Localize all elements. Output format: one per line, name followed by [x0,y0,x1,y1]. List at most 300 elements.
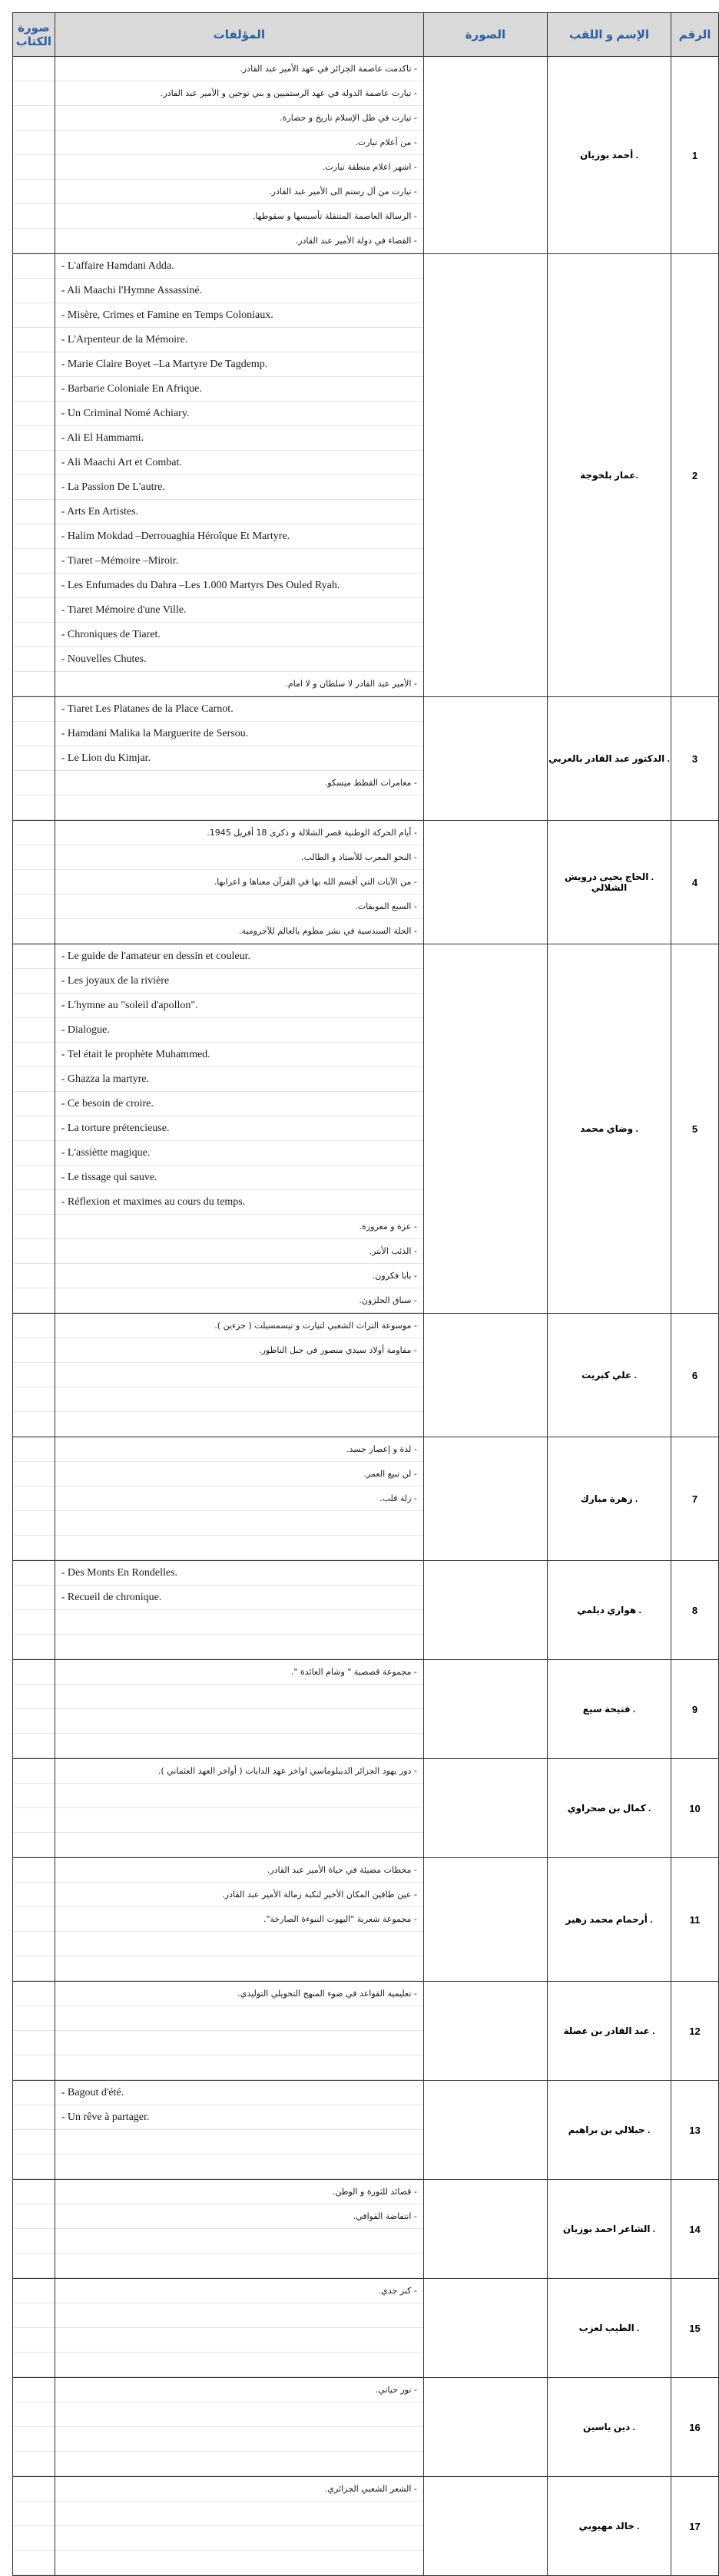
work-title: - تعليمية القواعد في ضوء المنهج التحويلي التوليدي. [55,1982,423,2006]
row-number: 6 [671,1314,719,1437]
works-cell [55,2378,423,2477]
book-grid-line [13,1982,55,2006]
author-name: .عمار بلخوجة [547,254,671,697]
work-title: - القضاء في دولة الأمير عبد القادر. [55,229,423,253]
book-grid-line [13,2254,55,2278]
work-title: - Tiaret Les Platanes de la Place Carnot. [55,697,423,722]
works-cell [55,1561,423,1660]
work-title: - محطات مضيئة في حياة الأمير عبد القادر. [55,1858,423,1883]
book-grid-line [13,1833,55,1857]
works-cell [55,944,423,1314]
row-number: 15 [671,2279,719,2378]
author-photo-cell [423,1982,547,2081]
work-title: - لن تبيع العمر. [55,1462,423,1486]
table-row [13,944,719,1314]
book-grid-line [13,2427,55,2452]
row-number: 9 [671,1660,719,1759]
work-title: - اشهر اعلام منطقة تيارت. [55,155,423,180]
author-photo-cell [423,821,547,944]
header-works: المؤلفات [55,13,423,57]
row-number: 7 [671,1437,719,1561]
book-grid-line [13,944,55,969]
work-title: - تيارت من آل رستم الى الأمير عبد القادر. [55,180,423,204]
work-title: - Chroniques de Tiaret. [55,623,423,647]
header-row [13,13,719,57]
book-cover-cell [13,57,55,254]
book-cover-cell [13,1437,55,1561]
book-grid-line [13,994,55,1018]
book-cover-cell [13,2477,55,2576]
work-title: - الرسالة العاصمة المتنقلة تأسيسها و سقوطها. [55,204,423,229]
work-title: - L'Arpenteur de la Mémoire. [55,328,423,352]
work-title: - Ali Maachi l'Hymne Assassiné. [55,279,423,303]
book-cover-cell [13,2378,55,2477]
work-title: - قصائد للثورة و الوطن. [55,2180,423,2204]
empty-work-line [55,2328,423,2353]
work-title: - Halim Mokdad –Derrouaghia Héroîque Et Martyre. [55,524,423,549]
book-grid-line [13,1363,55,1387]
book-grid-line [13,1166,55,1190]
work-title: - La Passion De L'autre. [55,475,423,500]
author-photo-cell [423,697,547,821]
works-cell [55,1982,423,2081]
book-cover-cell [13,1561,55,1660]
author-name: . هواري ديلمي [547,1561,671,1660]
empty-work-line [55,1956,423,1981]
row-number: 10 [671,1759,719,1858]
empty-work-line [55,2229,423,2254]
book-grid-line [13,1264,55,1288]
row-number: 11 [671,1858,719,1982]
table-row [13,2081,719,2180]
book-grid-line [13,303,55,328]
work-title: - تاكدمت عاصمة الجزائر في عهد الأمير عبد القادر. [55,57,423,81]
work-title: - Misère, Crimes et Famine en Temps Coloniaux. [55,303,423,328]
works-cell [55,1858,423,1982]
book-grid-line [13,2204,55,2229]
work-title: - تيارت في ظل الإسلام تاريخ و حضارة. [55,106,423,131]
work-title: - Ghazza la martyre. [55,1067,423,1092]
book-cover-cell [13,2279,55,2378]
work-title: - L'assiètte magique. [55,1141,423,1166]
book-grid-line [13,1586,55,1610]
work-title: - Recueil de chronique. [55,1586,423,1610]
book-grid-line [13,1043,55,1067]
book-grid-line [13,328,55,352]
work-title: - من الآيات التي أقسم الله بها في القرآن معناها و اعرابها. [55,870,423,894]
book-grid-line [13,1412,55,1437]
book-grid-line [13,155,55,180]
book-grid-line [13,1858,55,1883]
author-name: . أحمد بوزيان [547,57,671,254]
book-grid-line [13,2303,55,2328]
table-row [13,2180,719,2279]
work-title: - سباق الحلزون. [55,1288,423,1313]
works-cell [55,1759,423,1858]
book-grid-line [13,672,55,696]
work-title: - Les Enfumades du Dahra –Les 1.000 Martyrs Des Ouled Ryah. [55,574,423,598]
row-number: 17 [671,2477,719,2576]
book-grid-line [13,1511,55,1536]
book-grid-line [13,131,55,155]
works-cell [55,1437,423,1561]
work-title: - مغامرات القطط ميسكو. [55,771,423,795]
author-name: . وضاي محمد [547,944,671,1314]
book-grid-line [13,2180,55,2204]
book-grid-line [13,969,55,994]
book-grid-line [13,81,55,106]
book-grid-line [13,1215,55,1239]
authors-table [12,12,719,2576]
work-title: - كنز جدي. [55,2279,423,2303]
work-title: - Marie Claire Boyet –La Martyre De Tagdemp. [55,352,423,377]
book-grid-line [13,426,55,451]
book-grid-line [13,377,55,402]
row-number: 13 [671,2081,719,2180]
author-name: . أرحمام محمد زهير [547,1858,671,1982]
book-grid-line [13,1116,55,1141]
empty-work-line [55,2254,423,2278]
work-title: - نور حياتي. [55,2378,423,2402]
work-title: - زلة قلب. [55,1486,423,1511]
work-title: - Tiaret Mémoire d'une Ville. [55,598,423,623]
empty-work-line [55,795,423,820]
header-name: الإسم و اللقب [547,13,671,57]
work-title: - Bagout d'été. [55,2081,423,2105]
book-grid-line [13,475,55,500]
book-grid-line [13,2006,55,2031]
empty-work-line [55,1685,423,1709]
book-grid-line [13,1536,55,1560]
row-number: 16 [671,2378,719,2477]
work-title: - موسوعة التراث الشعبي لتيارت و تيسمسيلت ( جزءين ). [55,1314,423,1338]
empty-work-line [55,1363,423,1387]
empty-work-line [55,1387,423,1412]
book-cover-cell [13,821,55,944]
book-grid-line [13,2402,55,2427]
book-grid-line [13,1808,55,1833]
work-title: - Réflexion et maximes au cours du temps. [55,1190,423,1215]
author-photo-cell [423,2279,547,2378]
row-number: 12 [671,1982,719,2081]
book-grid-line [13,894,55,919]
author-name: . الطيب لعزب [547,2279,671,2378]
book-cover-cell [13,1858,55,1982]
table-row [13,821,719,944]
work-title: - La torture prétencieuse. [55,1116,423,1141]
book-grid-line [13,845,55,870]
table-row [13,1759,719,1858]
empty-work-line [55,2402,423,2427]
book-grid-line [13,722,55,746]
work-title: - الأمير عبد القادر لا سلطان و لا امام. [55,672,423,696]
work-title: - Ce besoin de croire. [55,1092,423,1116]
empty-work-line [55,2031,423,2055]
author-photo-cell [423,2378,547,2477]
table-row [13,1982,719,2081]
empty-work-line [55,1610,423,1635]
works-cell [55,2081,423,2180]
row-number: 8 [671,1561,719,1660]
book-grid-line [13,2105,55,2130]
book-cover-cell [13,1314,55,1437]
book-grid-line [13,1462,55,1486]
book-grid-line [13,1635,55,1659]
empty-work-line [55,1511,423,1536]
author-photo-cell [423,1437,547,1561]
work-title: - النحو المعرب للأستاذ و الطالب. [55,845,423,870]
work-title: - Arts En Artistes. [55,500,423,524]
book-grid-line [13,2551,55,2575]
work-title: - تيارت عاصمة الدولة في عهد الرستميين و بني توجين و الأمير عبد القادر. [55,81,423,106]
works-cell [55,254,423,697]
book-grid-line [13,549,55,574]
author-photo-cell [423,944,547,1314]
book-grid-line [13,1561,55,1586]
author-name: . الحاج يحيى درويش الشلالي [547,821,671,944]
work-title: - عين طاقين المكان الأخير لنكبة زمالة الأمير عبد القادر. [55,1883,423,1907]
author-photo-cell [423,1561,547,1660]
works-cell [55,821,423,944]
work-title: - عزة و معزوزة. [55,1215,423,1239]
works-cell [55,1660,423,1759]
author-name: . دين ياسين [547,2378,671,2477]
header-image: الصورة [423,13,547,57]
book-grid-line [13,1141,55,1166]
work-title: - Les joyaux de la rivière [55,969,423,994]
book-grid-line [13,2055,55,2080]
work-title: - Le Lion du Kimjar. [55,746,423,771]
author-photo-cell [423,1314,547,1437]
empty-work-line [55,2006,423,2031]
empty-work-line [55,1833,423,1857]
author-name: . فتيحة سيع [547,1660,671,1759]
author-name: . عبد القادر بن عصلة [547,1982,671,2081]
empty-work-line [55,1808,423,1833]
table-row [13,1437,719,1561]
work-title: - بابا فكرون. [55,1264,423,1288]
author-photo-cell [423,57,547,254]
book-grid-line [13,1486,55,1511]
work-title: - Ali Maachi Art et Combat. [55,451,423,475]
empty-work-line [55,2353,423,2377]
book-cover-cell [13,2081,55,2180]
empty-work-line [55,1412,423,1437]
work-title: - السبع الموبقات. [55,894,423,919]
author-photo-cell [423,2081,547,2180]
book-grid-line [13,2378,55,2402]
book-grid-line [13,1734,55,1758]
table-body [13,57,719,2576]
book-grid-line [13,1314,55,1338]
book-grid-line [13,623,55,647]
book-grid-line [13,1709,55,1734]
table-row [13,697,719,821]
works-cell [55,2180,423,2279]
work-title: - من أعلام تيارت. [55,131,423,155]
row-number: 2 [671,254,719,697]
works-cell [55,1314,423,1437]
book-grid-line [13,1759,55,1784]
work-title: - Ali El Hammami. [55,426,423,451]
author-photo-cell [423,1858,547,1982]
table-row [13,57,719,254]
work-title: - L'hymne au "soleil d'apollon". [55,994,423,1018]
book-grid-line [13,1907,55,1932]
author-name: . جيلالي بن براهيم [547,2081,671,2180]
book-grid-line [13,1660,55,1685]
book-grid-line [13,1932,55,1956]
author-name: . الدكتور عبد القادر بالعربي [547,697,671,821]
work-title: - Hamdani Malika la Marguerite de Sersou. [55,722,423,746]
work-title: - الذئب الأبتر. [55,1239,423,1264]
book-grid-line [13,106,55,131]
table-row [13,2279,719,2378]
book-grid-line [13,1288,55,1313]
table-row [13,2477,719,2576]
book-grid-line [13,2353,55,2377]
author-photo-cell [423,2477,547,2576]
works-cell [55,2477,423,2576]
work-title: - أيام الحركة الوطنية قصر الشلالة و ذكرى 18 أفريل 1945. [55,821,423,845]
empty-work-line [55,2427,423,2452]
table-row [13,1858,719,1982]
book-grid-line [13,598,55,623]
book-grid-line [13,2328,55,2353]
table-row [13,1314,719,1437]
book-grid-line [13,919,55,944]
row-number: 1 [671,57,719,254]
book-grid-line [13,204,55,229]
work-title: - Un rêve à partager. [55,2105,423,2130]
book-cover-cell [13,1982,55,2081]
work-title: - الشعر الشعبي الجزائري. [55,2477,423,2502]
book-grid-line [13,1883,55,1907]
header-book-image: صورة الكتاب [13,13,55,57]
book-grid-line [13,746,55,771]
work-title: - Un Criminal Nomé Achiary. [55,402,423,426]
book-grid-line [13,57,55,81]
book-grid-line [13,1239,55,1264]
author-name: . خالد مهيوبي [547,2477,671,2576]
book-grid-line [13,1784,55,1808]
header-num: الرقم [671,13,719,57]
work-title: - Nouvelles Chutes. [55,647,423,672]
book-grid-line [13,771,55,795]
book-grid-line [13,2130,55,2154]
book-grid-line [13,2154,55,2179]
book-grid-line [13,254,55,279]
book-grid-line [13,229,55,253]
book-grid-line [13,402,55,426]
empty-work-line [55,2551,423,2575]
book-grid-line [13,180,55,204]
author-name: . علي كبريت [547,1314,671,1437]
table-row [13,2378,719,2477]
book-grid-line [13,2502,55,2526]
book-grid-line [13,870,55,894]
empty-work-line [55,1784,423,1808]
row-number: 4 [671,821,719,944]
book-grid-line [13,1018,55,1043]
book-grid-line [13,2452,55,2476]
author-photo-cell [423,2180,547,2279]
author-photo-cell [423,254,547,697]
work-title: - الحلة السندسية في نشر مظوم بالعالم للآجرومية. [55,919,423,944]
book-grid-line [13,1437,55,1462]
empty-work-line [55,2055,423,2080]
book-grid-line [13,1956,55,1981]
empty-work-line [55,1709,423,1734]
row-number: 5 [671,944,719,1314]
empty-work-line [55,1635,423,1659]
works-cell [55,2279,423,2378]
book-grid-line [13,574,55,598]
work-title: - Des Monts En Rondelles. [55,1561,423,1586]
author-name: . الشاعر احمد بوزيان [547,2180,671,2279]
book-cover-cell [13,944,55,1314]
book-cover-cell [13,697,55,821]
book-grid-line [13,2031,55,2055]
work-title: - Le tissage qui sauve. [55,1166,423,1190]
book-grid-line [13,821,55,845]
book-grid-line [13,2229,55,2254]
book-grid-line [13,2081,55,2105]
book-grid-line [13,2526,55,2551]
work-title: - Barbarie Coloniale En Afrique. [55,377,423,402]
book-grid-line [13,1092,55,1116]
table-row [13,254,719,697]
book-grid-line [13,2477,55,2502]
work-title: - Le guide de l'amateur en dessin et couleur. [55,944,423,969]
work-title: - مجموعة قصصية " وشام العائدة ". [55,1660,423,1685]
book-cover-cell [13,254,55,697]
book-grid-line [13,500,55,524]
row-number: 14 [671,2180,719,2279]
work-title: - L'affaire Hamdani Adda. [55,254,423,279]
empty-work-line [55,2154,423,2179]
empty-work-line [55,1932,423,1956]
book-grid-line [13,2279,55,2303]
book-grid-line [13,279,55,303]
author-photo-cell [423,1660,547,1759]
table-row [13,1660,719,1759]
empty-work-line [55,2502,423,2526]
author-name: . كمال بن صحراوي [547,1759,671,1858]
empty-work-line [55,2303,423,2328]
book-grid-line [13,524,55,549]
empty-work-line [55,2130,423,2154]
work-title: - Tel était le prophète Muhammed. [55,1043,423,1067]
author-name: . زهرة مبارك [547,1437,671,1561]
work-title: - مجموعة شعرية "اليهوت النبوءة الصارخة". [55,1907,423,1932]
work-title: - Tiaret –Mémoire –Miroir. [55,549,423,574]
work-title: - لذة و إعصار جسد. [55,1437,423,1462]
book-grid-line [13,1610,55,1635]
work-title: - دور يهود الجزائر الديبلوماسي اواخر عهد الدايات ( أواخر العهد العثماني ). [55,1759,423,1784]
table-row [13,1561,719,1660]
book-grid-line [13,795,55,820]
works-cell [55,57,423,254]
work-title: - Dialogue. [55,1018,423,1043]
book-grid-line [13,1387,55,1412]
empty-work-line [55,2526,423,2551]
book-cover-cell [13,2180,55,2279]
works-cell [55,697,423,821]
work-title: - مقاومة أولاد سيدي منصور في جبل الناظور. [55,1338,423,1363]
book-grid-line [13,1067,55,1092]
book-cover-cell [13,1759,55,1858]
